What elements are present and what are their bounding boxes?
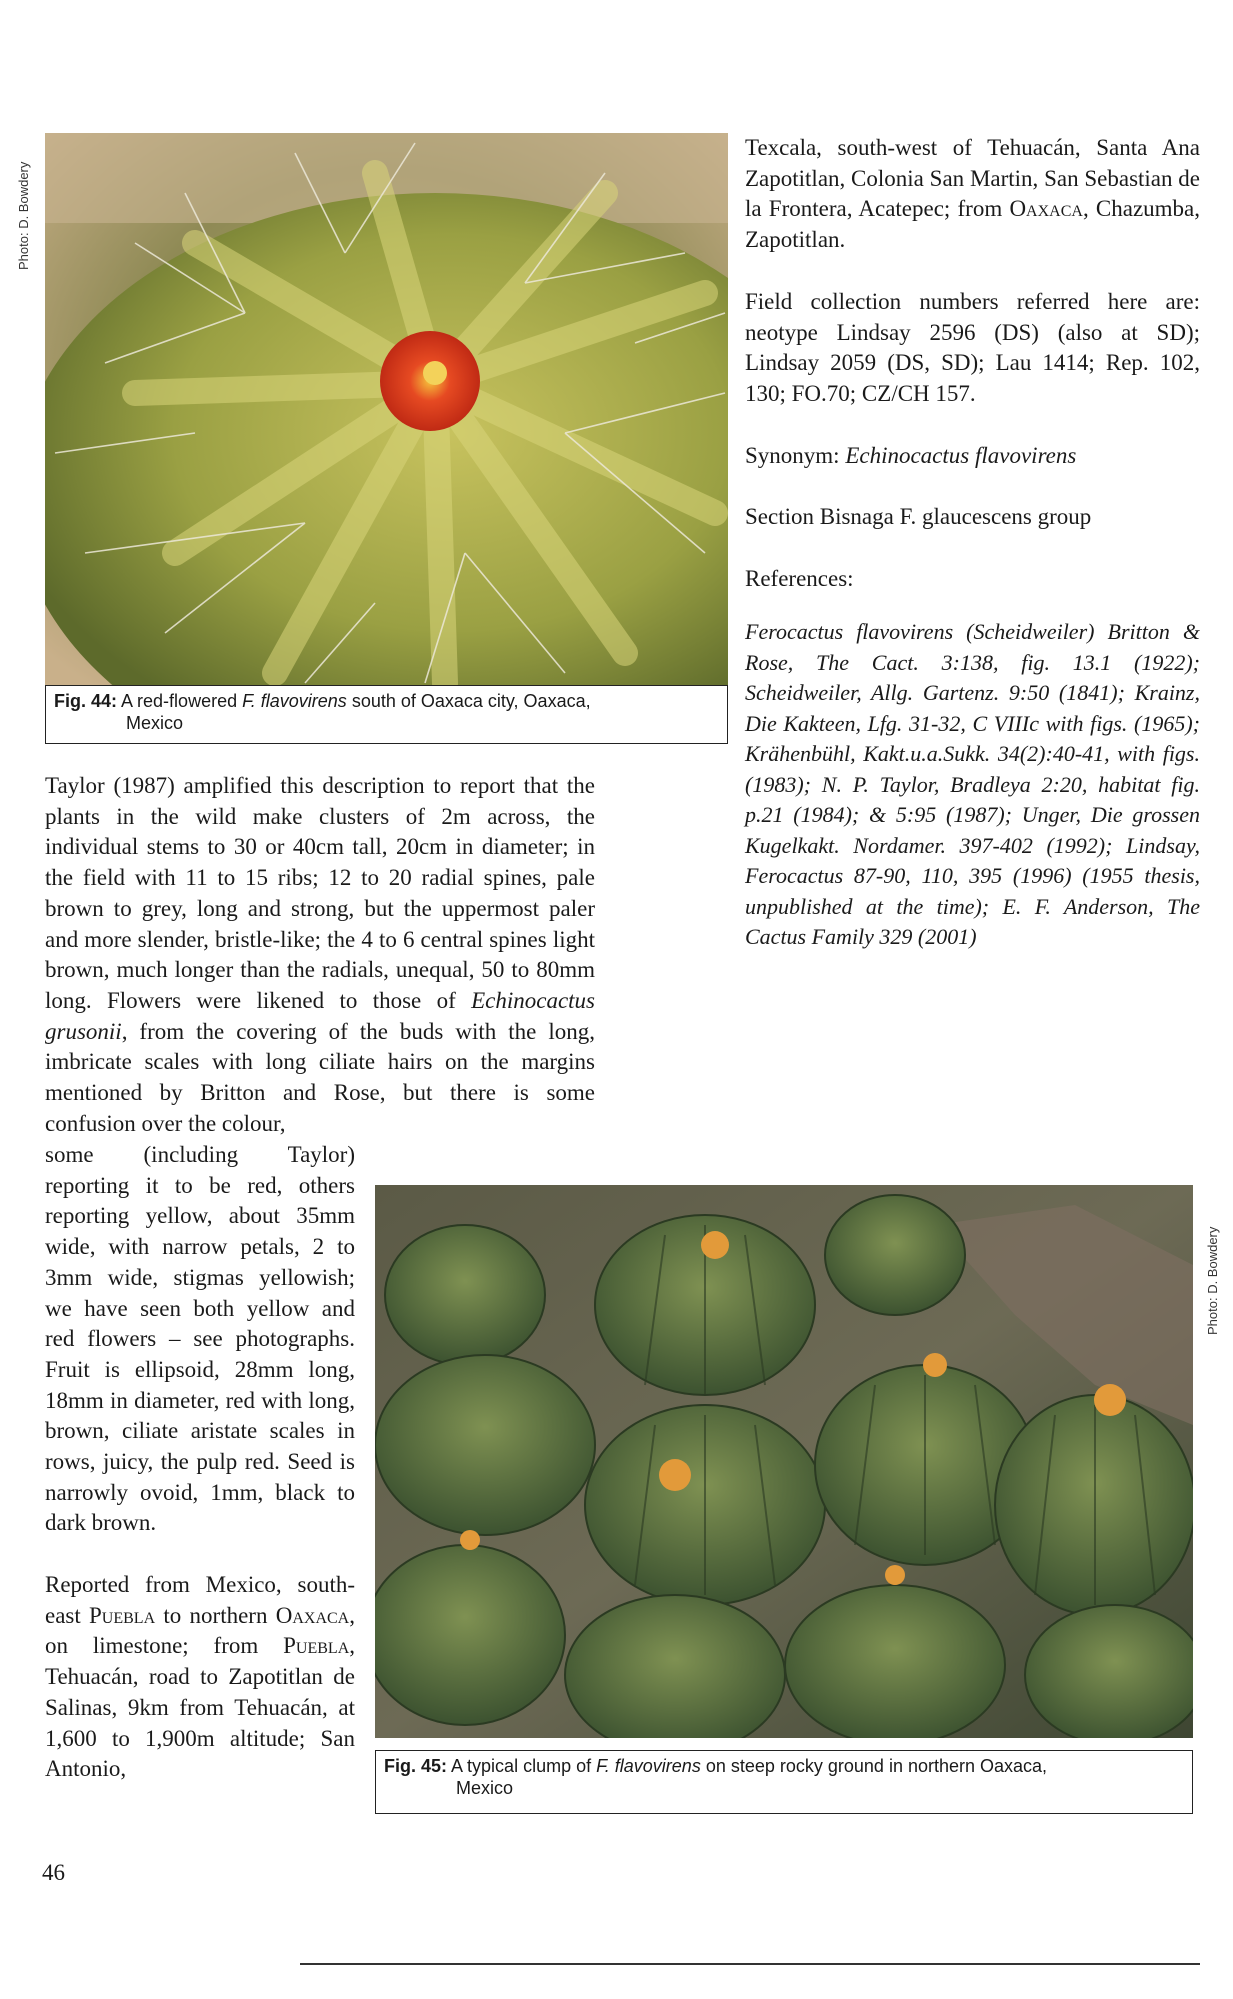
section-paragraph: Section Bisnaga F. glaucescens group bbox=[745, 504, 1092, 529]
figure-45-caption-line2: Mexico bbox=[456, 1778, 514, 1798]
taylor-text: Taylor (1987) amplified this description to report that the plants in the wild make clusters of 2m across, the individual stems to 30 or 40cm tall, 20cm in diameter; in the field with 11 to 15 ribs; 12 to 20 radial spines, pale brown to grey, long and strong, but the uppermost paler and more slender, bristle-like; the 4 to 6 central spines light brown, much longer than the radials, unequal, 50 to 80mm long. Flowers were likened to those of bbox=[45, 773, 595, 1013]
figure-45-caption bbox=[375, 1750, 1193, 1814]
figure-44-caption-pre: A red-flowered bbox=[121, 691, 243, 711]
references-heading: References: bbox=[745, 566, 854, 591]
footer-rule bbox=[300, 1963, 1200, 1965]
echinocactus-grusonii: Echinocactus grusonii bbox=[45, 987, 595, 1044]
synonym-name: Echinocactus flavovirens bbox=[845, 443, 1077, 468]
distribution-text-2: to northern bbox=[155, 1602, 276, 1628]
distribution-text: Reported from Mexico, south-east bbox=[45, 1572, 355, 1628]
figure-44-label: Fig. 44: bbox=[54, 691, 118, 711]
taylor-text-cont: , from the covering of the buds with the long, imbricate scales with long ciliate hairs on the margins mentioned by Britton and Rose, but there is some confusion over the colour, bbox=[45, 1018, 595, 1136]
figure-45-species: F. flavovirens bbox=[596, 1756, 701, 1776]
references-text: Ferocactus flavovirens (Scheidweiler) Britton & Rose, The Cact. 3:138, fig. 13.1 (1922); Scheidweiler, Allg. Gartenz. 9:50 (1841); Krainz, Die Kakteen, Lfg. 31-32, C VIIIc with figs. (1965); Krähenbühl, Kakt.u.a.Sukk. 34(2):40-41, with figs. (1983); N. P. Taylor, Bradleya 2:20, habitat fig. p.21 (1984); & 5:95 (1987); Unger, Die grossen Kugelkakt. Nordamer. 397-402 (1992); Lindsay, Ferocactus 87-90, 110, 395 (1996) (1955 thesis, unpublished at the time); E. F. Anderson, The Cactus Family 329 (2001) bbox=[745, 619, 1200, 949]
figure-45-photo bbox=[375, 1185, 1193, 1738]
figure-44-caption-line2: Mexico bbox=[126, 713, 184, 733]
state-puebla-2: Puebla bbox=[283, 1633, 350, 1659]
synonym-label: Synonym: bbox=[745, 443, 846, 468]
distribution-text-3: , on limestone; from bbox=[45, 1602, 355, 1659]
figure-45-caption-pre: A typical clump of bbox=[451, 1756, 597, 1776]
figure-45-label: Fig. 45: bbox=[384, 1756, 448, 1776]
photo-credit-bottom: Photo: D. Bowdery bbox=[1205, 1226, 1220, 1335]
figure-44-species: F. flavovirens bbox=[242, 691, 347, 711]
figure-44-photo bbox=[45, 133, 728, 685]
synonym-paragraph bbox=[745, 441, 1200, 472]
figure-44-caption-post: south of Oaxaca city, Oaxaca, bbox=[346, 691, 591, 711]
figure-44-caption bbox=[45, 685, 728, 744]
references-block bbox=[640, 617, 1200, 953]
photo-credit-top: Photo: D. Bowdery bbox=[16, 161, 31, 270]
localities-text-end: , Chazumba, Zapotitlan. bbox=[745, 196, 1201, 253]
distribution-text-4: , Tehuacán, road to Zapotitlan de Salinas, 9km from Tehuacán, at 1,600 to 1,900m altitude; San Antonio, bbox=[45, 1633, 355, 1782]
distribution-paragraph bbox=[45, 1570, 355, 1785]
taylor-paragraph bbox=[45, 771, 595, 1139]
state-puebla: Puebla bbox=[89, 1602, 156, 1628]
localities-text: Texcala, south-west of Tehuacán, Santa Ana Zapotitlan, Colonia San Martin, San Sebastian de la Frontera, Acatepec; from bbox=[745, 135, 1200, 222]
figure-45-caption-post: on steep rocky ground in northern Oaxaca, bbox=[700, 1756, 1048, 1776]
field-numbers-paragraph: Field collection numbers referred here are: neotype Lindsay 2596 (DS) (also at SD); Lindsay 2059 (DS, SD); Lau 1414; Rep. 102, 130; FO.70; CZ/CH 157. bbox=[745, 289, 1200, 407]
taylor-paragraph-narrow: some (including Taylor) reporting it to be red, others reporting yellow, about 35mm wide, with narrow petals, 2 to 3mm wide, stigmas yellowish; we have seen both yellow and red flowers – see photographs. Fruit is ellipsoid, 28mm long, 18mm in diameter, red with long, brown, ciliate aristate scales in rows, juicy, the pulp red. Seed is narrowly ovoid, 1mm, black to dark brown. bbox=[45, 1142, 355, 1536]
localities-state: Oaxaca bbox=[1009, 196, 1083, 222]
state-oaxaca: Oaxaca bbox=[275, 1602, 350, 1628]
localities-paragraph bbox=[745, 133, 1200, 256]
page-number: 46 bbox=[42, 1860, 65, 1885]
